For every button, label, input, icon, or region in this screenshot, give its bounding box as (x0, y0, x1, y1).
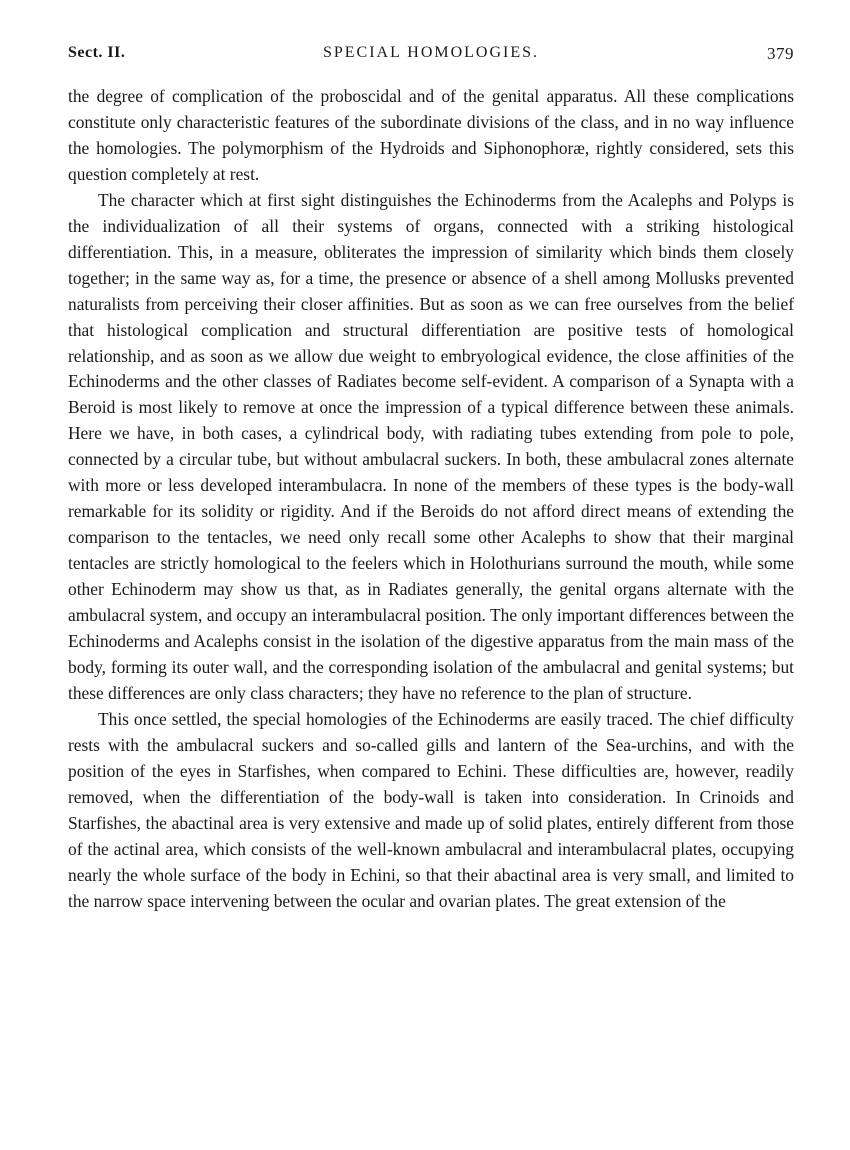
running-head (68, 38, 794, 68)
book-page (68, 38, 794, 915)
body-text (68, 84, 794, 915)
section-label: Sect. II. (68, 44, 126, 61)
page-number: 379 (767, 44, 794, 63)
paragraph-continued: the degree of complication of the proboscidal and of the genital apparatus. All these complications constitute only characteristic features of the subordinate divisions of the class, and in no way influence the homologies. The polymorphism of the Hydroids and Siphonophoræ, rightly considered, sets this question completely at rest. (68, 86, 794, 184)
running-title: SPECIAL HOMOLOGIES. (322, 44, 540, 61)
paragraph-special-homologies: This once settled, the special homologies of the Echinoderms are easily traced. The chief difficulty rests with the ambulacral suckers and so-called gills and lantern of the Sea-urchins, and with the position of the eyes in Starfishes, when compared to Echini. These difficulties are, however, readily removed, when the differentiation of the body-wall is taken into consideration. In Crinoids and Starfishes, the abactinal area is very extensive and made up of solid plates, entirely different from those of the actinal area, which consists of the well-known ambulacral and interambulacral plates, occupying nearly the whole surface of the body in Echini, so that their abactinal area is very small, and limited to the narrow space intervening between the ocular and ovarian plates. The great extension of the (68, 708, 794, 911)
paragraph-echinoderm-character: The character which at first sight distinguishes the Echinoderms from the Acalephs and Polyps is the individualization of all their systems of organs, connected with a striking histological differentiation. This, in a measure, obliterates the impression of similarity which binds them closely together; in the same way as, for a time, the presence or absence of a shell among Mollusks prevented naturalists from perceiving their closer affinities. But as soon as we can free ourselves from the belief that histological complication and structural differentiation are positive tests of homological relationship, and as soon as we allow due weight to embryological evidence, the close affinities of the Echinoderms and the other classes of Radiates become self-evident. A comparison of a Synapta with a Beroid is most likely to remove at once the impression of a typical difference between these animals. Here we have, in both cases, a cylindrical body, with radiating tubes extending from pole to pole, connected by a circular tube, but without ambulacral suckers. In both, these ambulacral zones alternate with more or less developed interambulacra. In none of the members of these types is the body-wall remarkable for its solidity or rigidity. And if the Beroids do not afford direct means of extending the comparison to the tentacles, we need only recall some other Acalephs to show that their marginal tentacles are strictly homological to the feelers which in Holothurians surround the mouth, while some other Echinoderm may show us that, as in Radiates generally, the genital organs alternate with the ambulacral system, and occupy an interambulacral position. The only important differences between the Echinoderms and Acalephs consist in the isolation of the digestive apparatus from the main mass of the body, forming its outer wall, and the corresponding isolation of the ambulacral and genital systems; but these differences are only class characters; they have no reference to the plan of structure. (68, 189, 794, 703)
